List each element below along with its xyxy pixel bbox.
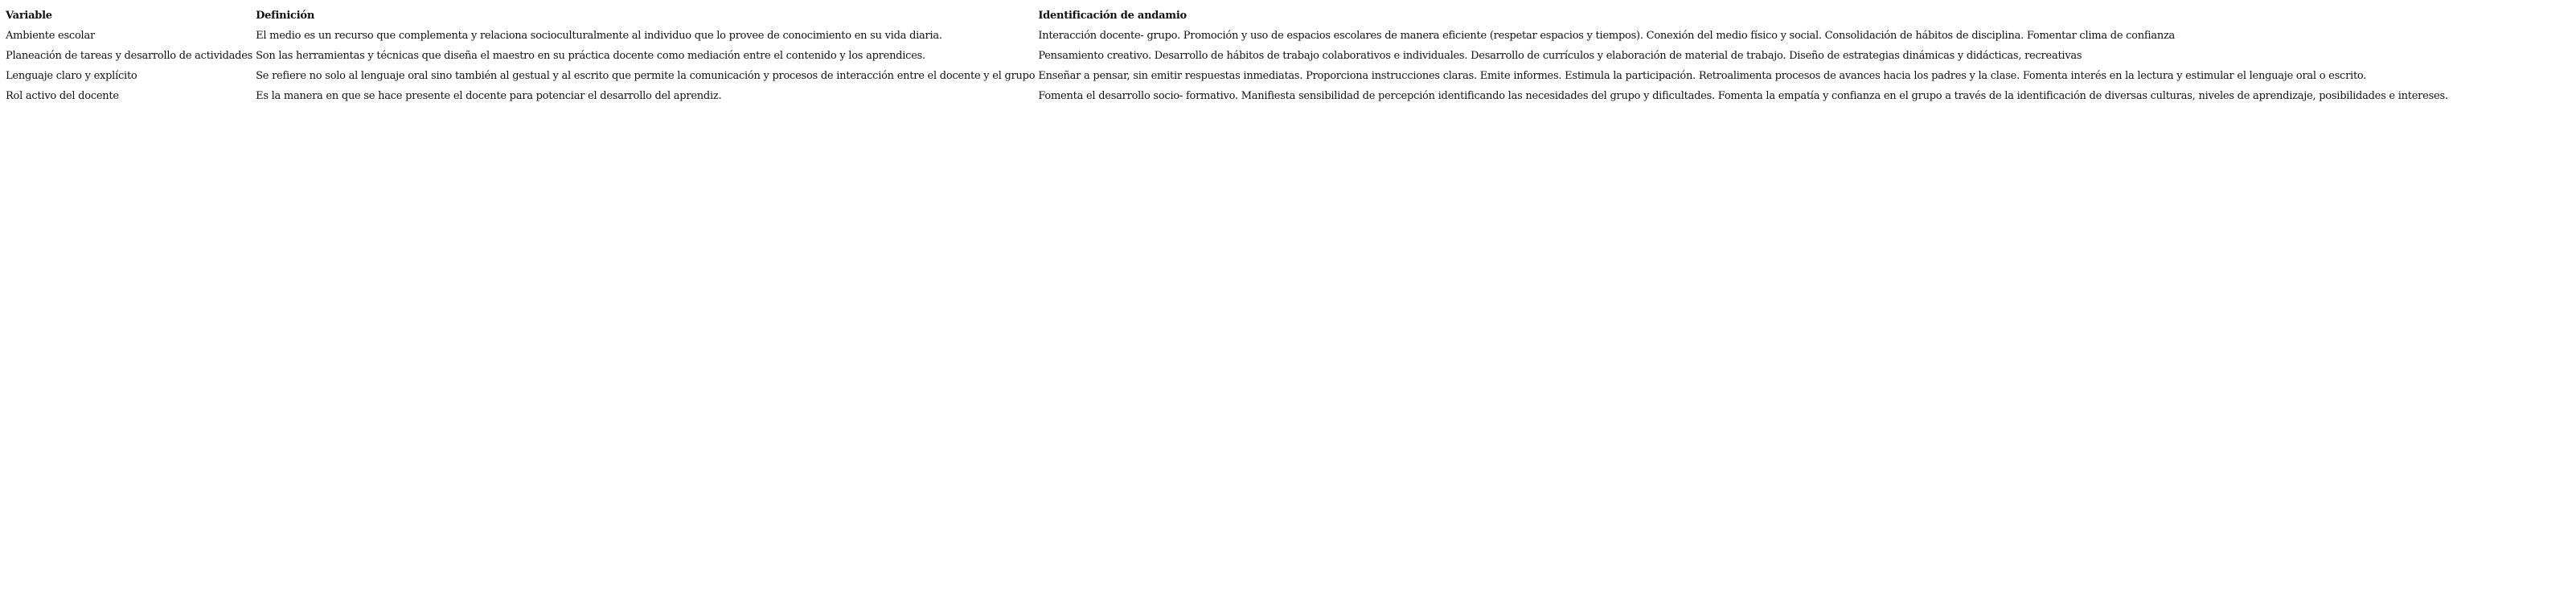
table-row xyxy=(5,87,2449,105)
cell-variable: Ambiente escolar xyxy=(6,30,95,42)
header-scaffolding: Identificación de andamio xyxy=(1038,10,1187,22)
header-row xyxy=(5,6,2449,25)
scaffolding-table xyxy=(3,5,2451,107)
header-definition: Definición xyxy=(256,10,315,22)
cell-scaffolding: Pensamiento creativo. Desarrollo de hábitos de trabajo colaborativos e individuales. Desarrollo de currículos y elaboración de material de trabajo. Diseño de estrategias dinámicas y didácticas, recreativas xyxy=(1038,50,2082,62)
cell-definition: Se refiere no solo al lenguaje oral sino también al gestual y al escrito que permite la comunicación y procesos de interacción entre el docente y el grupo xyxy=(256,70,1036,82)
cell-definition: Son las herramientas y técnicas que diseña el maestro en su práctica docente como mediación entre el contenido y los aprendices. xyxy=(256,50,925,62)
table-row xyxy=(5,67,2449,85)
cell-definition: Es la manera en que se hace presente el docente para potenciar el desarrollo del aprendiz. xyxy=(256,90,722,102)
table-row xyxy=(5,47,2449,65)
cell-scaffolding: Interacción docente- grupo. Promoción y uso de espacios escolares de manera eficiente (respetar espacios y tiempos). Conexión del medio físico y social. Consolidación de hábitos de disciplina. Fomentar clima de confianza xyxy=(1038,30,2176,42)
table-header xyxy=(5,6,2449,25)
cell-scaffolding: Enseñar a pensar, sin emitir respuestas inmediatas. Proporciona instrucciones claras. Emite informes. Estimula la participación. Retroalimenta procesos de avances hacia los padres y la clase. Fomenta interés en la lectura y estimular el lenguaje oral o escrito. xyxy=(1038,70,2367,82)
cell-variable: Rol activo del docente xyxy=(6,90,119,102)
cell-variable: Planeación de tareas y desarrollo de actividades xyxy=(6,50,253,62)
table-row xyxy=(5,27,2449,45)
header-variable: Variable xyxy=(6,10,52,22)
cell-variable: Lenguaje claro y explícito xyxy=(6,70,137,82)
cell-definition: El medio es un recurso que complementa y relaciona socioculturalmente al individuo que lo provee de conocimiento en su vida diaria. xyxy=(256,30,942,42)
cell-scaffolding: Fomenta el desarrollo socio- formativo. Manifiesta sensibilidad de percepción identificando las necesidades del grupo y dificultades. Fomenta la empatía y confianza en el grupo a través de la identificación de diversas culturas, niveles de aprendizaje, posibilidades e intereses. xyxy=(1038,90,2448,102)
table-body xyxy=(5,27,2449,105)
